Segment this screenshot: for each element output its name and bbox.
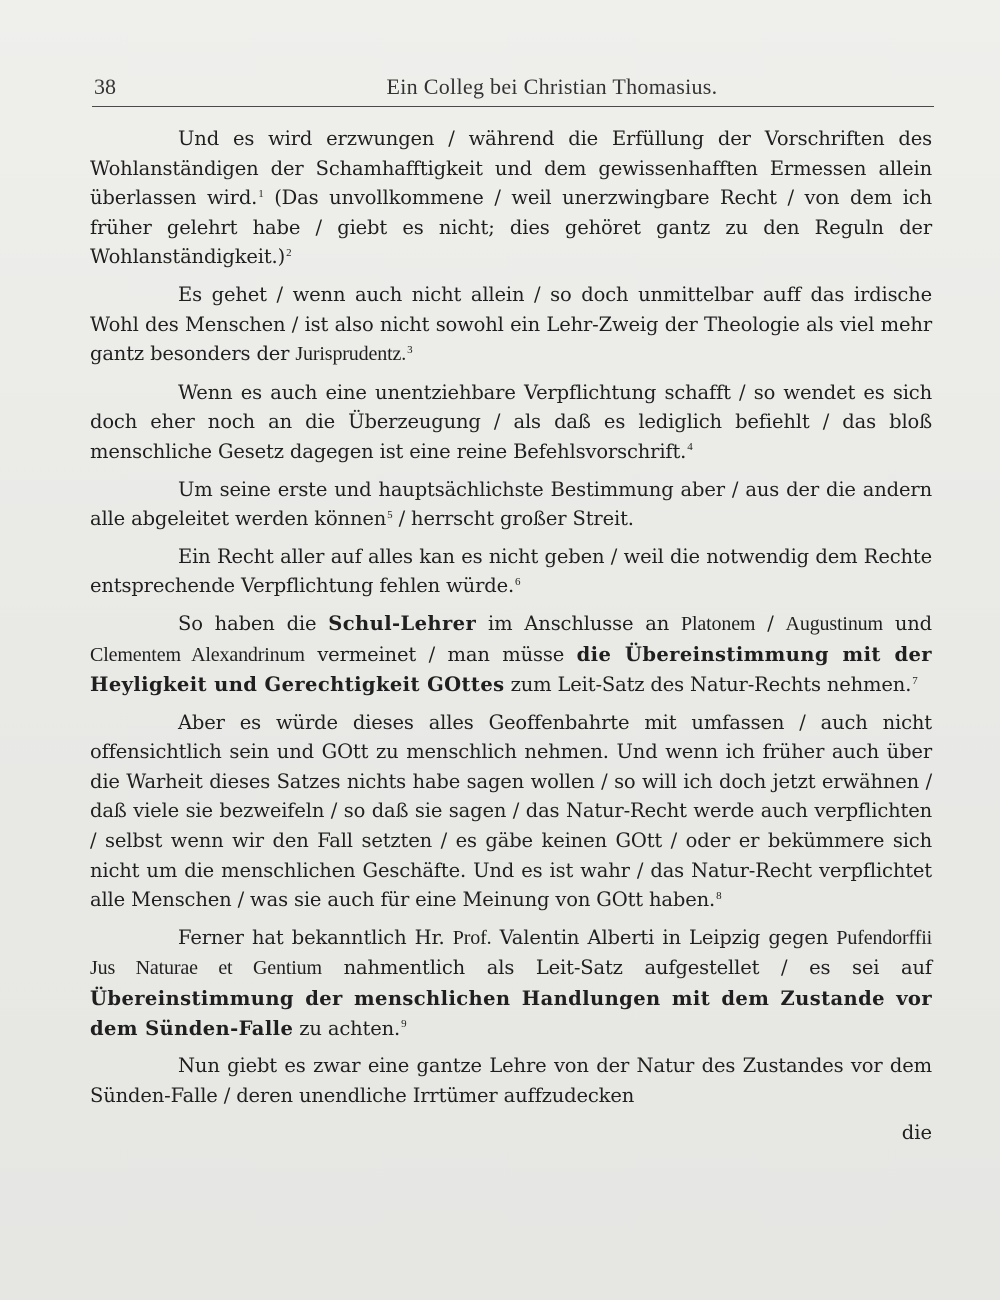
running-title: Ein Colleg bei Christian Thomasius. [386, 74, 718, 99]
text-run: Valentin Alberti in Leipzig gegen [491, 925, 837, 949]
emphasis-run: Übereinstimmung der menschlichen Handlungen mit dem Zustande vor dem Sünden-Falle [90, 987, 932, 1040]
paragraph-8 [90, 923, 932, 1043]
text-run: zum Leit-Satz des Natur-Rechts nehmen. [504, 673, 912, 697]
antiqua-run: Pufendorffii Jus Naturae et Gentium [90, 926, 933, 980]
paragraph-4 [90, 475, 932, 534]
footnote-marker: 8 [716, 889, 722, 902]
paragraph-2 [90, 280, 932, 370]
paragraph-3 [90, 378, 932, 467]
text-run: im Anschlusse an [476, 611, 681, 635]
footnote-marker: 1 [258, 187, 264, 200]
footnote-marker: 6 [515, 575, 521, 588]
footnote-marker: 5 [387, 508, 393, 521]
text-run: Um seine erste und hauptsächlichste Bestimmung aber / aus der die andern alle abgeleitet werden können [90, 477, 932, 531]
text-run: / herrscht großer Streit. [392, 507, 634, 531]
text-run: Wenn es auch eine unentziehbare Verpflichtung schafft / so wendet es sich doch eher noch an die Überzeugung / als daß es lediglich befiehlt / das bloß menschliche Gesetz dagegen ist eine reine Befehlsvorschrift. [90, 380, 932, 463]
text-run: Es gehet / wenn auch nicht allein / so doch unmittelbar auff das irdische Wohl des Menschen / ist also nicht sowohl ein Lehr-Zweig der Theologie als viel mehr gantz besonders der [90, 282, 932, 366]
paragraph-6 [90, 609, 932, 700]
text-run: Aber es würde dieses alles Geoffenbahrte mit umfassen / auch nicht offensichtlich sein und GOtt zu menschlich nehmen. Und wenn ich früher auch über die Warheit dieses Satzes nichts habe sagen wollen / so will ich doch jetzt erwähnen / daß viele sie bezweifeln / so daß sie sagen / das Natur-Recht werde auch verpflichten / selbst wenn wir den Fall setzten / es gäbe keinen GOtt / oder er bekümmere sich nicht um die menschlichen Geschäfte. Und es ist wahr / das Natur-Recht verpflichtet alle Menschen / was sie auch für eine Meinung von GOtt haben. [90, 710, 932, 912]
page-header [92, 74, 934, 102]
footnote-marker: 9 [401, 1018, 407, 1031]
text-run: / [755, 611, 786, 635]
text-run: So haben die [178, 611, 329, 635]
footnote-marker: 7 [912, 674, 918, 687]
catchword: die [901, 1121, 932, 1145]
emphasis-run: die Übereinstimmung mit der Heyligkeit und Gerechtigkeit GOttes [90, 642, 932, 697]
header-rule [92, 106, 934, 107]
footnote-marker: 2 [286, 246, 292, 259]
text-run: (Das unvollkommene / weil unerzwingbare Recht / von dem ich früher gelehrt habe / giebt es nicht; dies gehöret gantz zu den Reguln der Wohlanständigkeit.) [90, 186, 932, 269]
paragraph-7 [90, 708, 932, 915]
text-run: nahmentlich als Leit-Satz aufgestellet / es sei auf [321, 956, 932, 980]
text-run: vermeinet / man müsse [304, 642, 577, 666]
body-text [90, 124, 932, 1148]
antiqua-run: Platonem [680, 612, 756, 635]
text-run: Ferner hat bekanntlich Hr. [178, 925, 453, 949]
footnote-marker: 3 [407, 343, 413, 356]
text-run: Und es wird erzwungen / während die Erfüllung der Vorschriften des Wohlanständigen der Schamhafftigkeit und dem gewissenhafften Ermessen allein überlassen wird. [90, 127, 932, 210]
antiqua-run: Prof. [452, 926, 492, 949]
text-run: Ein Recht aller auf alles kan es nicht geben / weil die notwendig dem Rechte entsprechende Verpflichtung fehlen würde. [90, 544, 932, 598]
emphasis-run: Schul-Lehrer [328, 611, 477, 635]
antiqua-run: Augustinum [785, 612, 883, 635]
antiqua-run: Jurisprudentz. [295, 343, 407, 366]
paragraph-9 [90, 1051, 932, 1110]
text-run: Nun giebt es zwar eine gantze Lehre von der Natur des Zustandes vor dem Sünden-Falle / deren unendliche Irrtümer auffzudecken [90, 1054, 932, 1107]
paragraph-5 [90, 542, 932, 601]
antiqua-run: Clementem Alexandrinum [90, 643, 305, 666]
paragraph-1 [90, 124, 932, 272]
footnote-marker: 4 [687, 441, 693, 454]
page-number: 38 [94, 74, 116, 99]
text-run: und [882, 611, 932, 635]
text-run: zu achten. [293, 1016, 401, 1040]
